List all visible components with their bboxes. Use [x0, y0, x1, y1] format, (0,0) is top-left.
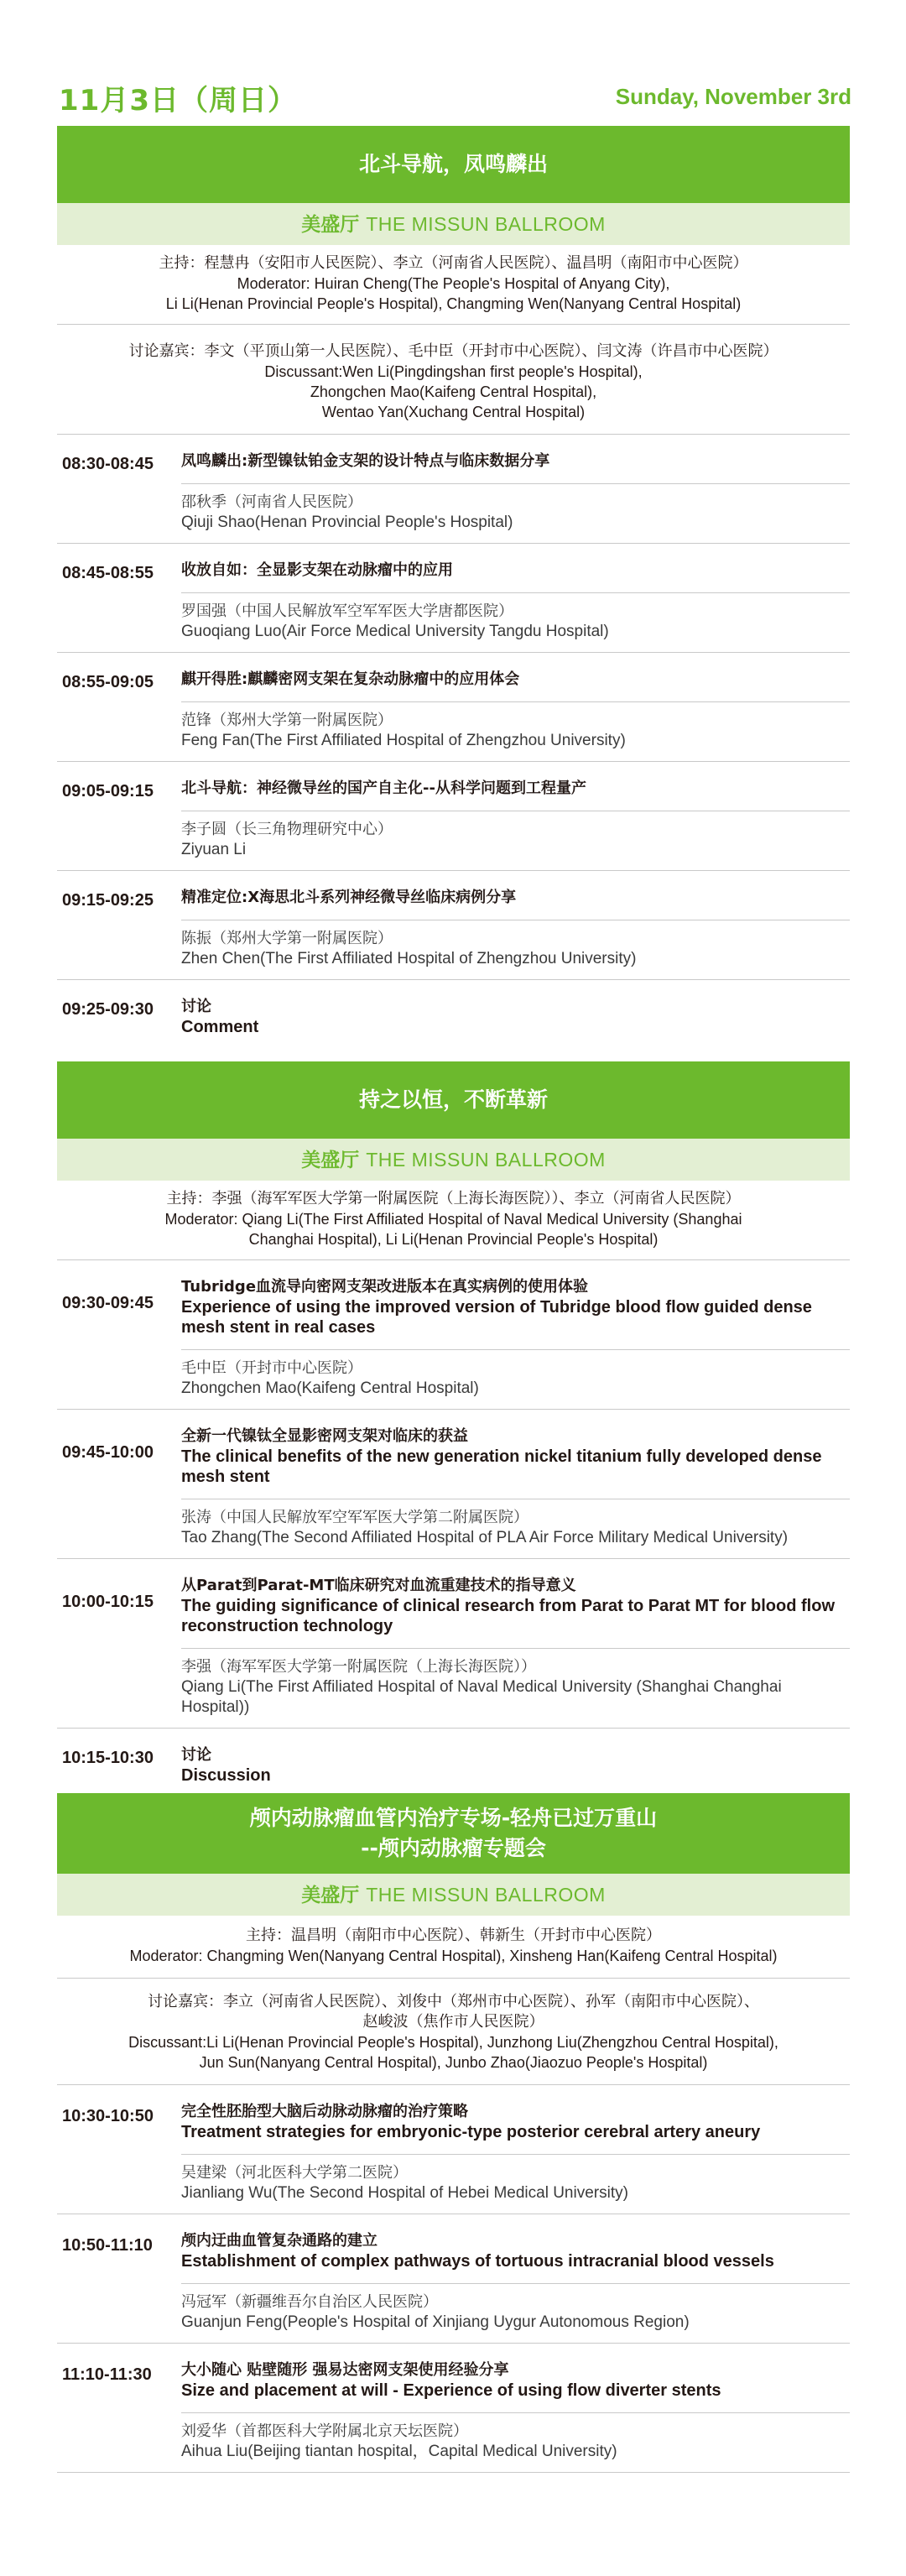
venue-cn: 美盛厅: [301, 214, 360, 236]
venue-cn: 美盛厅: [301, 1885, 360, 1906]
session-title: 颅内动脉瘤血管内治疗专场-轻舟已过万重山 --颅内动脉瘤专题会: [57, 1793, 850, 1874]
speaker: 李子圆（长三角物理研究中心） Ziyuan Li: [181, 821, 393, 858]
moderators: 主持：温昌明（南阳市中心医院）、韩新生（开封市中心医院） Moderator: Changming Wen(Nanyang Central Hospital), Xinsheng Han(Kaifeng Central Hospital): [57, 1916, 850, 1979]
schedule-row: [57, 2214, 850, 2344]
venue-bar: [57, 1874, 850, 1916]
date-english: Sunday, November 3rd: [615, 84, 851, 109]
session-1: [57, 126, 850, 1049]
schedule-row: [57, 435, 850, 544]
talk-topic: 讨论 Comment: [181, 998, 259, 1036]
time-slot: 08:30-08:45: [62, 455, 154, 473]
talk-topic: 全新一代镍钛全显影密网支架对临床的获益 The clinical benefits of the new generation nickel titanium fully developed dense mesh stent: [181, 1427, 822, 1486]
speaker: 张涛（中国人民解放军空军军医大学第二附属医院） Tao Zhang(The Second Affiliated Hospital of PLA Air Force Military Medical University): [181, 1509, 789, 1546]
schedule-row: [57, 980, 850, 1049]
speaker: 吴建梁（河北医科大学第二医院） Jianliang Wu(The Second Hospital of Hebei Medical University): [181, 2164, 628, 2202]
discussants: 讨论嘉宾：李文（平顶山第一人民医院）、毛中臣（开封市中心医院）、闫文涛（许昌市中心医院） Discussant:Wen Li(Pingdingshan first people's Hospital), Zhongchen Mao(Kaifeng Central Hospital), Wentao Yan(Xuchang Central Hospital): [57, 325, 850, 435]
speaker: 冯冠军（新疆维吾尔自治区人民医院） Guanjun Feng(People's Hospital of Xinjiang Uygur Autonomous Region): [181, 2293, 690, 2331]
talk-topic: 麒开得胜:麒麟密网支架在复杂动脉瘤中的应用体会: [181, 670, 520, 688]
schedule-row: [57, 1410, 850, 1559]
schedule-row: [57, 871, 850, 980]
talk-topic: 凤鸣麟出:新型镍钛铂金支架的设计特点与临床数据分享: [181, 452, 550, 470]
time-slot: 09:05-09:15: [62, 782, 154, 800]
time-slot: 10:50-11:10: [62, 2236, 153, 2255]
session-2: [57, 1061, 850, 1797]
moderators: 主持：李强（海军军医大学第一附属医院（上海长海医院））、李立（河南省人民医院） Moderator: Qiang Li(The First Affiliated Hospital of Naval Medical University (Shanghai Changhai Hospital), Li Li(Henan Provincial People's Hospital): [57, 1181, 850, 1260]
time-slot: 10:30-10:50: [62, 2107, 154, 2125]
speaker: 陈振（郑州大学第一附属医院） Zhen Chen(The First Affiliated Hospital of Zhengzhou University): [181, 930, 637, 967]
venue-cn: 美盛厅: [301, 1150, 360, 1171]
venue-en: THE MISSUN BALLROOM: [366, 1149, 606, 1171]
time-slot: 09:25-09:30: [62, 1000, 154, 1019]
time-slot: 08:45-08:55: [62, 564, 154, 582]
venue-en: THE MISSUN BALLROOM: [366, 1884, 606, 1906]
date-header: [59, 77, 851, 128]
speaker: 范锋（郑州大学第一附属医院） Feng Fan(The First Affiliated Hospital of Zhengzhou University): [181, 712, 626, 749]
talk-topic: Tubridge血流导向密网支架改进版本在真实病例的使用体验 Experience of using the improved version of Tubridge blood flow guided dense mesh stent in real cases: [181, 1278, 812, 1337]
time-slot: 09:30-09:45: [62, 1294, 154, 1312]
time-slot: 09:45-10:00: [62, 1443, 154, 1462]
schedule-row: [57, 1260, 850, 1410]
speaker: 罗国强（中国人民解放军空军军医大学唐都医院） Guoqiang Luo(Air Force Medical University Tangdu Hospital): [181, 602, 609, 640]
moderators: 主持：程慧冉（安阳市人民医院）、李立（河南省人民医院）、温昌明（南阳市中心医院） Moderator: Huiran Cheng(The People's Hospital of Anyang City), Li Li(Henan Provincial People's Hospital), Changming Wen(Nanyang Central Hospital): [57, 245, 850, 325]
talk-topic: 精准定位:X海思北斗系列神经微导丝临床病例分享: [181, 889, 517, 906]
venue-en: THE MISSUN BALLROOM: [366, 213, 606, 235]
schedule-row: [57, 762, 850, 871]
venue-bar: [57, 203, 850, 245]
time-slot: 09:15-09:25: [62, 891, 154, 910]
speaker: 李强（海军军医大学第一附属医院（上海长海医院）） Qiang Li(The First Affiliated Hospital of Naval Medical University (Shanghai Changhai Hospital)): [181, 1658, 782, 1716]
speaker: 刘爱华（首都医科大学附属北京天坛医院） Aihua Liu(Beijing tiantan hospital，Capital Medical University): [181, 2422, 617, 2460]
talk-topic: 收放自如：全显影支架在动脉瘤中的应用: [181, 561, 453, 579]
date-chinese: 11月3日（周日）: [59, 84, 297, 117]
talk-topic: 完全性胚胎型大脑后动脉动脉瘤的治疗策略 Treatment strategies for embryonic-type posterior cerebral artery aneury: [181, 2103, 761, 2141]
time-slot: 10:00-10:15: [62, 1593, 154, 1611]
talk-topic: 大小随心 贴壁随形 强易达密网支架使用经验分享 Size and placement at will - Experience of using flow diverter stents: [181, 2361, 721, 2400]
schedule-row: [57, 1559, 850, 1729]
speaker: 邵秋季（河南省人民医院） Qiuji Shao(Henan Provincial People's Hospital): [181, 493, 513, 531]
schedule-row: [57, 2085, 850, 2214]
speaker: 毛中臣（开封市中心医院） Zhongchen Mao(Kaifeng Central Hospital): [181, 1359, 479, 1397]
discussants: 讨论嘉宾：李立（河南省人民医院）、刘俊中（郑州市中心医院）、孙军（南阳市中心医院）、 赵峻波（焦作市人民医院） Discussant:Li Li(Henan Provincial People's Hospital), Junzhong Liu(Zhengzhou Central Hospital), Jun Sun(Nanyang Central Hospital), Junbo Zhao(Jiaozuo People's Hospital): [57, 1979, 850, 2085]
time-slot: 08:55-09:05: [62, 673, 154, 691]
schedule-row: [57, 544, 850, 653]
schedule-row: [57, 653, 850, 762]
session-3: [57, 1793, 850, 2473]
talk-topic: 北斗导航：神经微导丝的国产自主化--从科学问题到工程量产: [181, 780, 586, 797]
session-title: 北斗导航，凤鸣麟出: [57, 126, 850, 203]
venue-bar: [57, 1139, 850, 1181]
schedule-row: [57, 1729, 850, 1797]
schedule-row: [57, 2344, 850, 2473]
session-title: 持之以恒，不断革新: [57, 1061, 850, 1139]
time-slot: 10:15-10:30: [62, 1749, 154, 1767]
talk-topic: 颅内迂曲血管复杂通路的建立 Establishment of complex pathways of tortuous intracranial blood vessels: [181, 2232, 774, 2271]
time-slot: 11:10-11:30: [62, 2365, 152, 2384]
talk-topic: 讨论 Discussion: [181, 1746, 271, 1785]
talk-topic: 从Parat到Parat-MT临床研究对血流重建技术的指导意义 The guiding significance of clinical research from Parat to Parat MT for blood flow reconstruction technology: [181, 1577, 836, 1635]
